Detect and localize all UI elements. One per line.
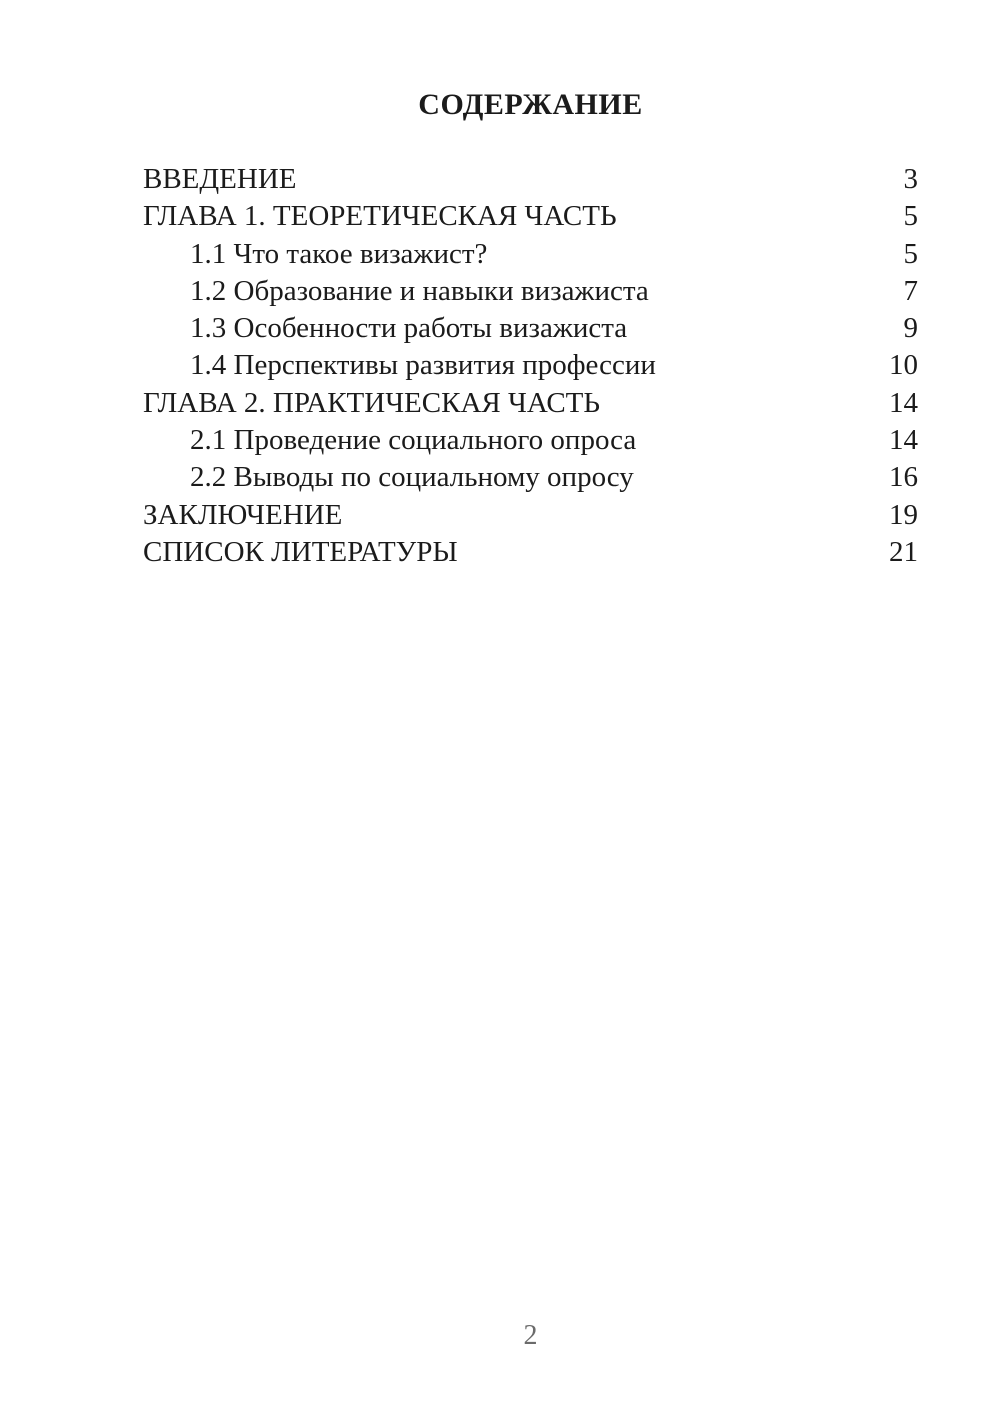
- toc-entry-label: 1.1 Что такое визажист?: [190, 237, 488, 270]
- footer-page-number: 2: [523, 1320, 538, 1351]
- toc-entry: [143, 385, 918, 422]
- toc-entry: [143, 236, 918, 273]
- toc-entry-label: ГЛАВА 2. ПРАКТИЧЕСКАЯ ЧАСТЬ: [143, 386, 601, 419]
- toc-entry: [143, 310, 918, 347]
- toc-entry-label: ЗАКЛЮЧЕНИЕ: [143, 498, 343, 531]
- toc-entry-page: 19: [889, 498, 918, 531]
- page-title: СОДЕРЖАНИЕ: [418, 88, 643, 121]
- toc-entry-label: 2.2 Выводы по социальному опросу: [190, 461, 634, 494]
- toc-entry: [143, 459, 918, 496]
- toc-entry-page: 9: [903, 312, 918, 345]
- toc-entry-page: 7: [903, 274, 918, 307]
- toc-entry-page: 16: [889, 461, 918, 494]
- toc-entry-label: 2.1 Проведение социального опроса: [190, 424, 637, 457]
- toc-entry: [143, 534, 918, 571]
- toc-entry-page: 5: [903, 200, 918, 233]
- toc-entry-label: 1.4 Перспективы развития профессии: [190, 349, 656, 382]
- toc-entry-label: СПИСОК ЛИТЕРАТУРЫ: [143, 535, 458, 568]
- toc-entry-page: 21: [889, 535, 918, 568]
- toc-entry: [143, 198, 918, 235]
- table-of-contents: [143, 161, 918, 571]
- toc-entry-label: ГЛАВА 1. ТЕОРЕТИЧЕСКАЯ ЧАСТЬ: [143, 200, 617, 233]
- toc-entry-label: 1.2 Образование и навыки визажиста: [190, 274, 649, 307]
- toc-entry-label: ВВЕДЕНИЕ: [143, 163, 297, 195]
- toc-entry: [143, 422, 918, 459]
- toc-entry-page: 10: [889, 349, 918, 382]
- toc-entry-page: 3: [903, 163, 918, 195]
- toc-entry-page: 14: [889, 386, 918, 419]
- toc-entry: [143, 161, 918, 198]
- toc-entry-label: 1.3 Особенности работы визажиста: [190, 312, 628, 345]
- toc-entry: [143, 347, 918, 384]
- toc-entry-page: 5: [903, 237, 918, 270]
- toc-entry: [143, 497, 918, 534]
- toc-entry-page: 14: [889, 424, 918, 457]
- toc-entry: [143, 273, 918, 310]
